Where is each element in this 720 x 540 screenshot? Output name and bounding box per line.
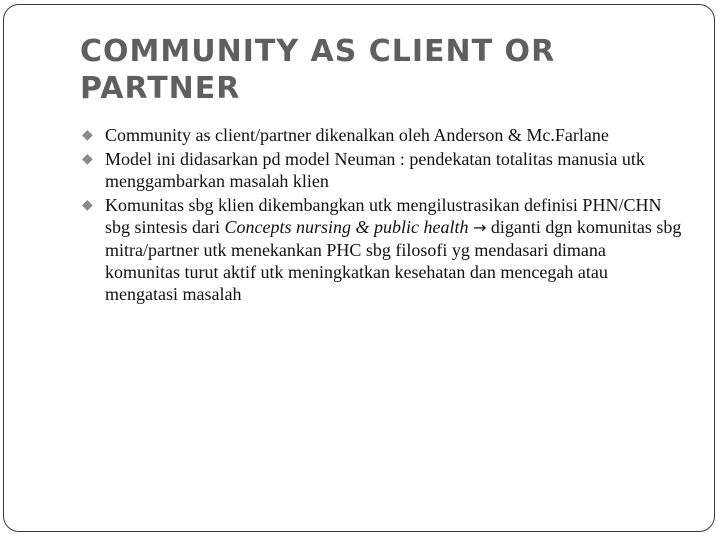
bullet-text: Community as client/partner dikenalkan oleh Anderson & Mc.Farlane [105,125,609,145]
slide-frame [3,4,715,532]
bullet-item-3 [82,194,682,305]
bullet-text-before: Komunitas sbg klien dikembangkan utk mengilustrasikan definisi PHN/CHN sbg sintesis dari [105,195,662,237]
bullet-icon: ◆ [82,151,93,167]
bullet-item-2 [82,148,682,192]
bullet-text: Model ini didasarkan pd model Neuman : pendekatan totalitas manusia utk menggambarkan masalah klien [105,149,645,191]
bullet-item-1 [82,124,682,146]
arrow-right-icon: → [472,218,487,237]
bullet-list [82,124,682,307]
slide-title: COMMUNITY AS CLIENT OR PARTNER [80,34,556,106]
bullet-italic-text: Concepts nursing & public health [224,217,469,237]
bullet-icon: ◆ [82,197,93,213]
bullet-text-after: diganti dgn komunitas sbg mitra/partner utk menekankan PHC sbg filosofi yg mendasari dimana komunitas turut aktif utk meningkatkan kesehatan dan mencegah atau mengatasi masalah [105,217,682,304]
bullet-icon: ◆ [82,127,93,143]
